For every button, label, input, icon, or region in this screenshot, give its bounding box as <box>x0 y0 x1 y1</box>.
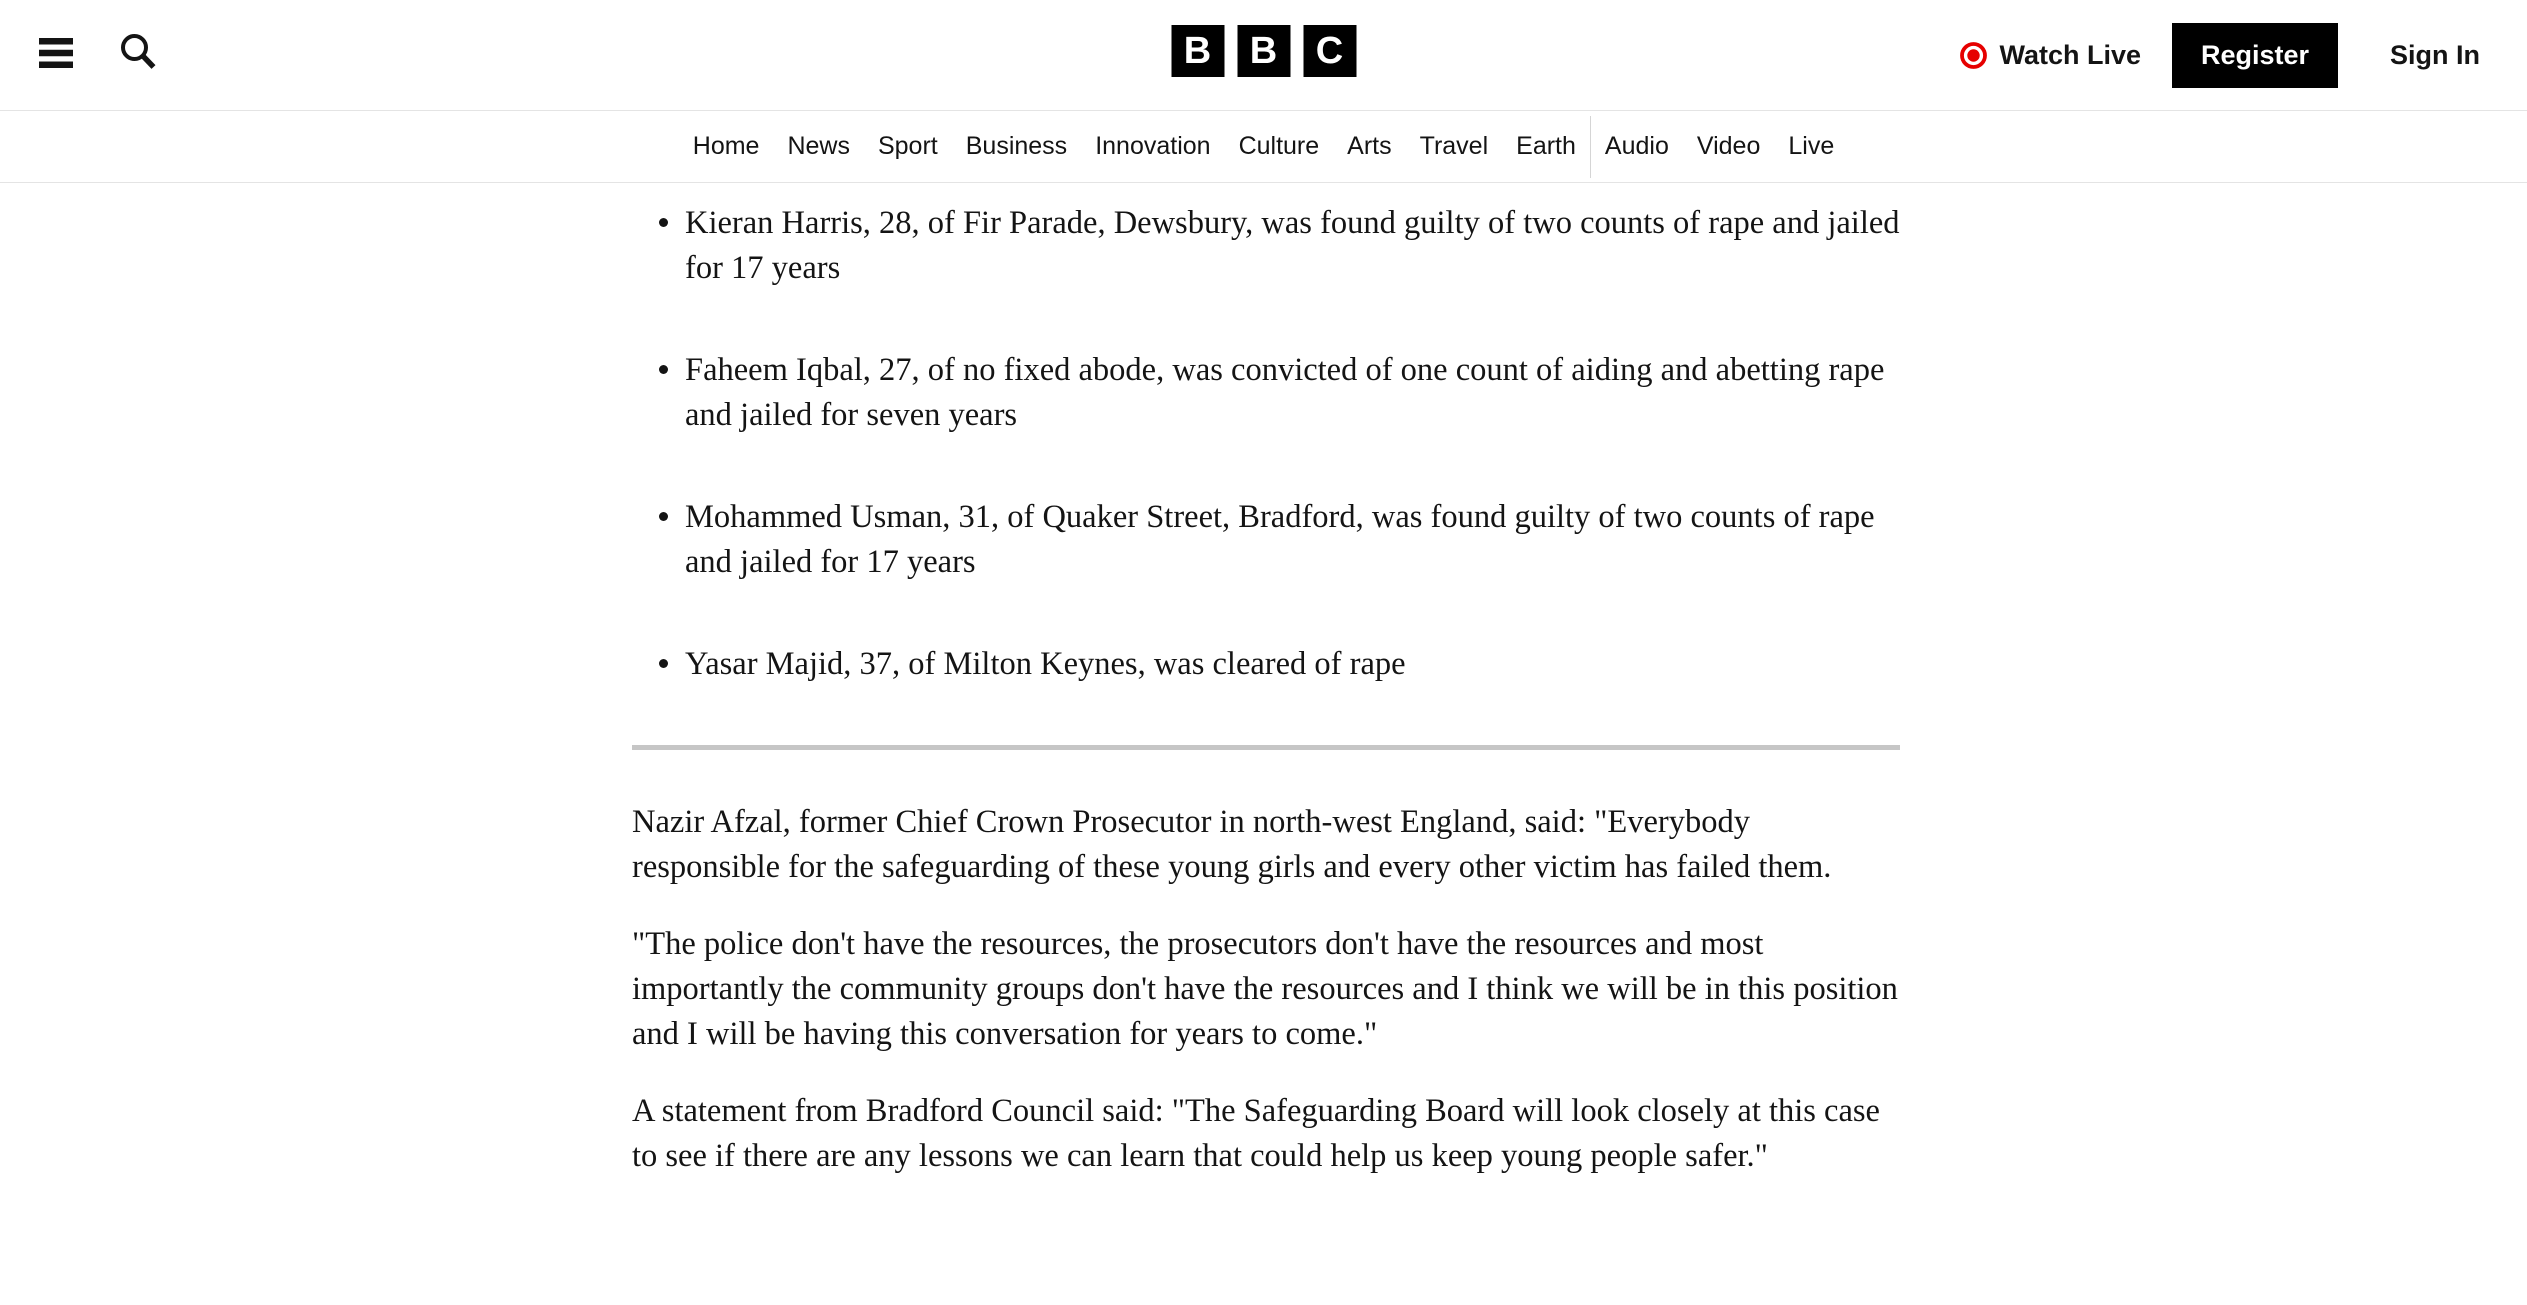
nav-list <box>0 111 2527 182</box>
nav-item-video[interactable]: Video <box>1696 132 1761 160</box>
register-button[interactable]: Register <box>2172 23 2338 88</box>
nav-item-business[interactable]: Business <box>965 132 1068 160</box>
article-paragraph: "The police don't have the resources, the prosecutors don't have the resources and most importantly the community groups don't have the resources and I think we will be in this position and I will be having this conversation for years to come." <box>632 926 1898 1052</box>
bullet-item: Yasar Majid, 37, of Milton Keynes, was cleared of rape <box>632 642 1900 687</box>
nav-item-home[interactable]: Home <box>692 132 760 160</box>
record-live-icon <box>1959 41 1988 70</box>
watch-live-label: Watch Live <box>1999 39 2141 70</box>
nav-item-culture[interactable]: Culture <box>1238 132 1320 160</box>
article-paragraph: A statement from Bradford Council said: "The Safeguarding Board will look closely at this case to see if there are any lessons we can learn that could help us keep young people safer." <box>632 1093 1880 1174</box>
menu-button[interactable] <box>37 36 75 70</box>
nav-item-innovation[interactable]: Innovation <box>1095 132 1211 160</box>
bullet-item: Kieran Harris, 28, of Fir Parade, Dewsbury, was found guilty of two counts of rape and jailed for 17 years <box>632 201 1900 291</box>
bullet-item: Mohammed Usman, 31, of Quaker Street, Bradford, was found guilty of two counts of rape and jailed for 17 years <box>632 495 1900 585</box>
section-divider <box>632 745 1900 750</box>
defendant-bullet-list <box>632 185 1900 687</box>
nav-item-audio[interactable]: Audio <box>1604 132 1669 160</box>
bbc-logo[interactable] <box>1171 25 1356 77</box>
nav-item-travel[interactable]: Travel <box>1419 132 1489 160</box>
article-paragraph: Nazir Afzal, former Chief Crown Prosecutor in north-west England, said: "Everybody responsible for the safeguarding of these young girls and every other victim has failed them. <box>632 804 1832 885</box>
search-icon <box>120 33 157 70</box>
primary-nav <box>0 110 2527 183</box>
watch-live-link[interactable] <box>1959 40 2141 71</box>
nav-item-live[interactable]: Live <box>1788 132 1835 160</box>
nav-item-arts[interactable]: Arts <box>1347 132 1392 160</box>
logo-block-c: C <box>1303 25 1356 77</box>
nav-item-sport[interactable]: Sport <box>877 132 938 160</box>
nav-item-news[interactable]: News <box>787 132 850 160</box>
article-content <box>632 185 1900 1211</box>
logo-block-b2: B <box>1237 25 1290 77</box>
nav-item-earth[interactable]: Earth <box>1516 132 1576 160</box>
logo-block-b1: B <box>1171 25 1224 77</box>
top-header <box>0 0 2527 110</box>
bullet-item: Faheem Iqbal, 27, of no fixed abode, was convicted of one count of aiding and abetting rape and jailed for seven years <box>632 348 1900 438</box>
hamburger-icon <box>39 38 73 68</box>
sign-in-button[interactable]: Sign In <box>2390 39 2480 70</box>
search-button[interactable] <box>118 31 158 71</box>
header-actions <box>1959 0 2480 110</box>
